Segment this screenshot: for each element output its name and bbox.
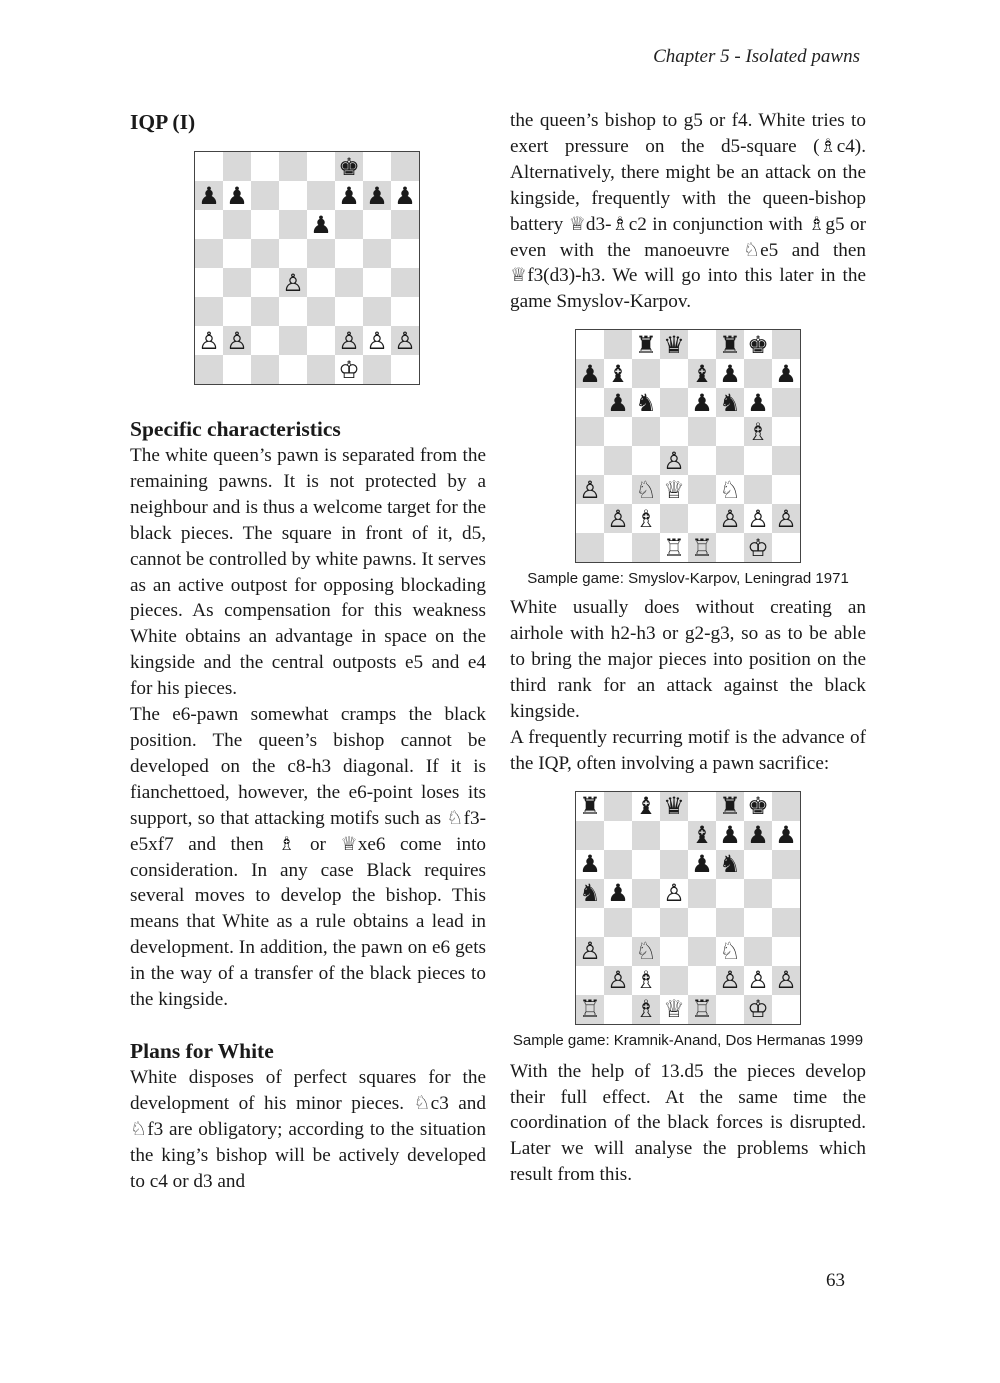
board-square [335, 181, 363, 210]
board-square [195, 210, 223, 239]
board-square [363, 181, 391, 210]
board-square [279, 297, 307, 326]
chess-piece: ♖ [579, 995, 601, 1024]
chess-piece: ♗ [635, 995, 657, 1024]
board-square [744, 937, 772, 966]
page-number: 63 [826, 1270, 845, 1291]
chess-piece: ♙ [579, 475, 601, 504]
board-square [688, 937, 716, 966]
chess-piece: ♟ [226, 181, 248, 210]
chess-piece: ♙ [394, 326, 416, 355]
board-square [632, 850, 660, 879]
chess-piece: ♜ [719, 330, 741, 359]
board-square [632, 908, 660, 937]
board-square [688, 850, 716, 879]
board-square [744, 533, 772, 562]
board-square [660, 388, 688, 417]
board-square [772, 359, 800, 388]
chess-piece: ♟ [607, 879, 629, 908]
chess-piece: ♛ [663, 330, 685, 359]
chess-piece: ♟ [366, 181, 388, 210]
board-square [632, 417, 660, 446]
board-square [660, 850, 688, 879]
board-square [716, 388, 744, 417]
chess-piece: ♙ [747, 966, 769, 995]
board-square [195, 297, 223, 326]
board-square [744, 908, 772, 937]
board-square [744, 330, 772, 359]
board-square [251, 297, 279, 326]
chess-diagram-smyslov-karpov [575, 329, 801, 563]
board-square [632, 821, 660, 850]
section-title: IQP (I) [130, 110, 196, 134]
board-square [688, 792, 716, 821]
paragraph: With the help of 13.d5 the pieces develop their full effect. At the same time the coordination of the black forces is disrupted. Later we will analyse the problems which result from this. [510, 1060, 866, 1186]
chess-piece: ♙ [747, 504, 769, 533]
board-square [716, 504, 744, 533]
chess-piece: ♛ [663, 792, 685, 821]
chess-piece: ♙ [775, 504, 797, 533]
board-square [335, 297, 363, 326]
board-square [604, 908, 632, 937]
board-square [632, 879, 660, 908]
board-square [251, 326, 279, 355]
board-square [744, 879, 772, 908]
board-square [576, 475, 604, 504]
chess-piece: ♟ [719, 359, 741, 388]
board-square [391, 239, 419, 268]
board-square [604, 446, 632, 475]
board-square [391, 210, 419, 239]
chess-piece: ♜ [635, 330, 657, 359]
board-square [251, 355, 279, 384]
chess-piece: ♝ [607, 359, 629, 388]
chess-piece: ♟ [775, 359, 797, 388]
board-square [604, 417, 632, 446]
board-square [576, 966, 604, 995]
left-column [130, 108, 486, 1194]
board-square [716, 821, 744, 850]
board-square [307, 239, 335, 268]
board-square [576, 908, 604, 937]
board-square [279, 181, 307, 210]
board-square [632, 966, 660, 995]
board-square [772, 504, 800, 533]
board-square [744, 850, 772, 879]
board-square [391, 326, 419, 355]
board-square [660, 417, 688, 446]
board-square [335, 152, 363, 181]
paragraph: The white queen’s pawn is separated from the remaining pawns. It is not protected by a neighbour and is thus a welcome target for the black pieces. The square in front of it, d5, cannot be controlled by white pawns. It serves as an active outpost for opposing blockading pieces. As compensation for this weakness White obtains an advantage in space on the kingside and the central outposts e5 and e4 for his pieces. [130, 445, 486, 700]
board-square [604, 330, 632, 359]
chess-piece: ♕ [663, 995, 685, 1024]
board-square [632, 995, 660, 1024]
board-square [772, 533, 800, 562]
chess-piece: ♚ [747, 330, 769, 359]
board-square [223, 152, 251, 181]
board-square [772, 475, 800, 504]
chess-piece: ♚ [747, 792, 769, 821]
board-square [688, 879, 716, 908]
chess-piece: ♙ [282, 268, 304, 297]
board-square [251, 152, 279, 181]
chess-piece: ♞ [579, 879, 601, 908]
board-square [744, 359, 772, 388]
chess-piece: ♙ [663, 446, 685, 475]
board-square [688, 417, 716, 446]
board-square [688, 908, 716, 937]
right-column [510, 108, 866, 1188]
board-square [391, 355, 419, 384]
board-square [576, 388, 604, 417]
chess-piece: ♙ [775, 966, 797, 995]
board-square [576, 879, 604, 908]
chess-piece: ♞ [635, 388, 657, 417]
board-square [660, 792, 688, 821]
board-square [772, 879, 800, 908]
chess-piece: ♟ [747, 388, 769, 417]
chess-piece: ♜ [719, 792, 741, 821]
board-square [688, 446, 716, 475]
board-square [279, 210, 307, 239]
chess-piece: ♟ [338, 181, 360, 210]
board-square [576, 359, 604, 388]
board-square [307, 152, 335, 181]
board-square [363, 152, 391, 181]
board-square [660, 966, 688, 995]
board-square [660, 359, 688, 388]
board-square [772, 330, 800, 359]
board-square [576, 446, 604, 475]
board-square [576, 417, 604, 446]
chess-piece: ♔ [338, 355, 360, 384]
board-square [335, 210, 363, 239]
board-square [632, 792, 660, 821]
chess-piece: ♟ [775, 821, 797, 850]
board-square [632, 504, 660, 533]
board-square [744, 446, 772, 475]
board-square [744, 475, 772, 504]
chess-piece: ♚ [338, 152, 360, 181]
board-square [335, 326, 363, 355]
board-square [391, 268, 419, 297]
board-square [223, 355, 251, 384]
board-square [604, 937, 632, 966]
board-square [576, 821, 604, 850]
chess-piece: ♟ [579, 850, 601, 879]
board-square [744, 388, 772, 417]
board-square [604, 792, 632, 821]
board-square [576, 533, 604, 562]
board-square [632, 475, 660, 504]
board-square [604, 821, 632, 850]
chess-piece: ♙ [198, 326, 220, 355]
board-square [688, 821, 716, 850]
board-square [716, 417, 744, 446]
chess-piece: ♟ [747, 821, 769, 850]
board-square [576, 792, 604, 821]
board-square [576, 850, 604, 879]
board-square [604, 504, 632, 533]
board-square [195, 268, 223, 297]
board-square [688, 504, 716, 533]
board-square [632, 937, 660, 966]
board-square [195, 326, 223, 355]
board-square [251, 239, 279, 268]
board-square [576, 995, 604, 1024]
board-square [660, 446, 688, 475]
board-square [363, 355, 391, 384]
board-square [744, 792, 772, 821]
board-square [223, 210, 251, 239]
board-square [223, 326, 251, 355]
board-square [307, 268, 335, 297]
board-square [660, 533, 688, 562]
board-square [632, 330, 660, 359]
board-square [251, 210, 279, 239]
board-square [772, 821, 800, 850]
board-square [279, 152, 307, 181]
diagram-kramnik-anand [510, 791, 866, 1051]
board-square [604, 359, 632, 388]
board-square [744, 504, 772, 533]
board-square [279, 239, 307, 268]
board-square [307, 326, 335, 355]
board-square [716, 850, 744, 879]
chess-piece: ♙ [226, 326, 248, 355]
chess-piece: ♟ [691, 388, 713, 417]
chess-piece: ♟ [691, 850, 713, 879]
chess-piece: ♝ [691, 821, 713, 850]
board-square [688, 359, 716, 388]
board-square [632, 533, 660, 562]
chess-piece: ♟ [579, 359, 601, 388]
chess-piece: ♕ [663, 475, 685, 504]
board-square [363, 326, 391, 355]
chess-piece: ♙ [719, 966, 741, 995]
chess-piece: ♗ [747, 417, 769, 446]
board-square [688, 388, 716, 417]
chess-piece: ♘ [719, 937, 741, 966]
board-square [772, 995, 800, 1024]
board-square [307, 181, 335, 210]
board-square [772, 966, 800, 995]
board-square [716, 995, 744, 1024]
board-square [744, 995, 772, 1024]
chess-diagram-kramnik-anand [575, 791, 801, 1025]
board-square [772, 792, 800, 821]
board-square [576, 330, 604, 359]
board-square [223, 181, 251, 210]
chess-piece: ♙ [607, 504, 629, 533]
board-square [576, 504, 604, 533]
board-square [688, 966, 716, 995]
board-square [363, 210, 391, 239]
board-square [307, 297, 335, 326]
board-square [716, 937, 744, 966]
chess-piece: ♗ [635, 504, 657, 533]
board-square [772, 388, 800, 417]
chess-piece: ♖ [691, 995, 713, 1024]
chess-piece: ♘ [635, 937, 657, 966]
chess-piece: ♜ [579, 792, 601, 821]
chess-piece: ♟ [607, 388, 629, 417]
board-square [251, 181, 279, 210]
chess-piece: ♘ [719, 475, 741, 504]
board-square [195, 239, 223, 268]
board-square [632, 446, 660, 475]
board-square [660, 937, 688, 966]
paragraph: A frequently recurring motif is the advance of the IQP, often involving a pawn sacrifice: [510, 726, 866, 774]
board-square [279, 268, 307, 297]
board-square [716, 533, 744, 562]
chess-piece: ♔ [747, 995, 769, 1024]
chess-piece: ♝ [691, 359, 713, 388]
chess-piece: ♞ [719, 850, 741, 879]
board-square [716, 446, 744, 475]
board-square [223, 297, 251, 326]
board-square [279, 326, 307, 355]
chess-piece: ♟ [198, 181, 220, 210]
board-square [716, 908, 744, 937]
board-square [335, 239, 363, 268]
board-square [772, 446, 800, 475]
board-square [604, 966, 632, 995]
board-square [772, 850, 800, 879]
board-square [335, 268, 363, 297]
chess-piece: ♔ [747, 533, 769, 562]
board-square [604, 475, 632, 504]
board-square [660, 879, 688, 908]
board-square [744, 966, 772, 995]
board-square [307, 355, 335, 384]
board-square [716, 792, 744, 821]
board-square [716, 966, 744, 995]
paragraph: White usually does without creating an airhole with h2-h3 or g2-g3, so as to be able to bring the major pieces into position on the third rank for an attack against the black kingside. [510, 597, 866, 722]
chess-piece: ♙ [607, 966, 629, 995]
board-square [604, 850, 632, 879]
chess-piece: ♙ [579, 937, 601, 966]
board-square [660, 908, 688, 937]
board-square [632, 359, 660, 388]
chess-piece: ♙ [663, 879, 685, 908]
board-square [688, 995, 716, 1024]
chess-piece: ♝ [635, 792, 657, 821]
board-square [744, 821, 772, 850]
board-square [195, 152, 223, 181]
board-square [307, 210, 335, 239]
board-square [251, 268, 279, 297]
board-square [363, 297, 391, 326]
board-square [279, 355, 307, 384]
paragraph: White disposes of perfect squares for the development of his minor pieces. ♘c3 and ♘f3 are obligatory; according to the situation the king’s bishop will be actively developed to c4 or d3 and [130, 1066, 486, 1192]
board-square [660, 995, 688, 1024]
chess-piece: ♟ [394, 181, 416, 210]
board-square [716, 330, 744, 359]
chess-diagram-iqp [194, 151, 420, 385]
board-square [391, 181, 419, 210]
chess-piece: ♘ [635, 475, 657, 504]
heading-specific-characteristics: Specific characteristics [130, 417, 341, 441]
board-square [632, 388, 660, 417]
board-square [363, 268, 391, 297]
board-square [391, 152, 419, 181]
board-square [744, 417, 772, 446]
board-square [223, 239, 251, 268]
chess-piece: ♞ [719, 388, 741, 417]
diagram-caption: Sample game: Smyslov-Karpov, Leningrad 1971 [527, 570, 849, 588]
chess-piece: ♟ [310, 210, 332, 239]
chess-piece: ♗ [635, 966, 657, 995]
board-square [660, 504, 688, 533]
chess-piece: ♖ [663, 533, 685, 562]
board-square [604, 879, 632, 908]
board-square [688, 330, 716, 359]
board-square [604, 533, 632, 562]
chess-piece: ♟ [719, 821, 741, 850]
board-square [660, 330, 688, 359]
chess-piece: ♖ [691, 533, 713, 562]
board-square [335, 355, 363, 384]
diagram-caption: Sample game: Kramnik-Anand, Dos Hermanas 1999 [512, 1031, 864, 1049]
board-square [660, 475, 688, 504]
board-square [716, 475, 744, 504]
board-square [772, 908, 800, 937]
board-square [772, 937, 800, 966]
diagram-smyslov-karpov [510, 329, 866, 589]
board-square [688, 475, 716, 504]
board-square [772, 417, 800, 446]
running-header: Chapter 5 - Isolated pawns [653, 46, 860, 67]
board-square [195, 181, 223, 210]
board-square [688, 533, 716, 562]
board-square [576, 937, 604, 966]
chess-piece: ♙ [338, 326, 360, 355]
heading-plans-for-white: Plans for White [130, 1038, 274, 1063]
board-square [604, 388, 632, 417]
board-square [391, 297, 419, 326]
board-square [195, 355, 223, 384]
board-square [604, 995, 632, 1024]
chess-piece: ♙ [719, 504, 741, 533]
board-square [716, 359, 744, 388]
board-square [363, 239, 391, 268]
board-square [716, 879, 744, 908]
paragraph: The e6-pawn somewhat cramps the black position. The queen’s bishop cannot be developed on the c8-h3 diagonal. If it is fianchettoed, however, the e6-point loses its support, so that attacking motifs such as ♘f3-e5xf7 and then ♗ or ♕xe6 come into consideration. In any case Black requires several moves to develop the bishop. This means that White as a rule obtains a lead in development. In addition, the pawn on e6 gets in the way of a transfer of the black pieces to the kingside. [130, 704, 486, 1011]
board-square [660, 821, 688, 850]
board-square [223, 268, 251, 297]
chess-piece: ♙ [366, 326, 388, 355]
paragraph: the queen’s bishop to g5 or f4. White tries to exert pressure on the d5-square (♗c4). Alternatively, there might be an attack on the kingside, frequently with the queen-bishop battery ♕d3-♗c2 in conjunction with ♗g5 or even with the manoeuvre ♘e5 and then ♕f3(d3)-h3. We will go into this later in the game Smyslov-Karpov. [510, 110, 866, 313]
